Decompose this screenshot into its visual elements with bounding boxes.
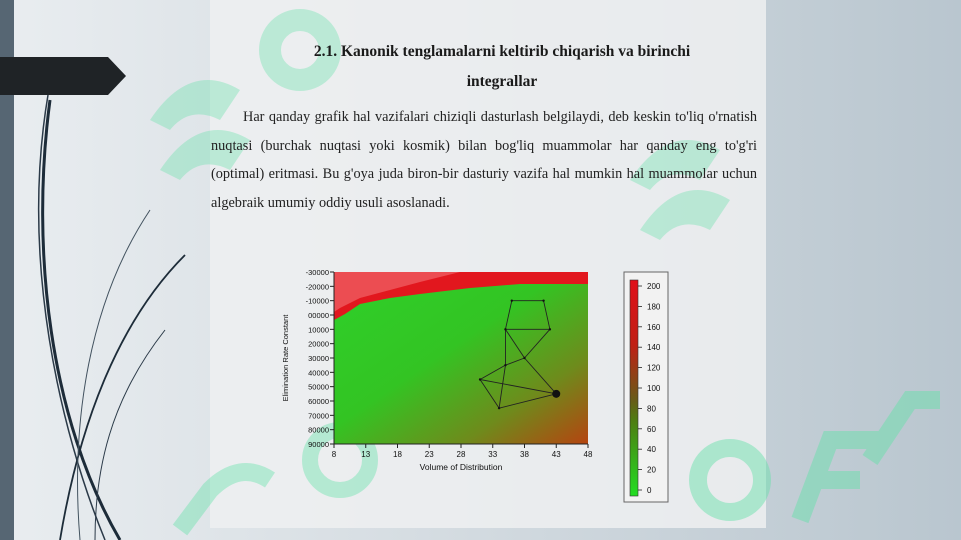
colorbar-tick-label: 160 xyxy=(647,322,661,332)
x-tick-label: 33 xyxy=(488,450,498,459)
colorbar-tick-label: 0 xyxy=(647,486,652,495)
colorbar-tick-label: 200 xyxy=(647,282,661,291)
y-tick-label: 30000 xyxy=(308,354,329,363)
body-paragraph xyxy=(211,103,757,217)
y-tick-label: 00000 xyxy=(308,311,329,320)
overlay-point xyxy=(504,328,506,330)
x-tick-label: 43 xyxy=(551,450,561,459)
y-tick-label: 40000 xyxy=(308,368,329,378)
x-tick-label: 13 xyxy=(361,450,371,459)
overlay-point xyxy=(523,357,525,359)
y-tick-label: -30000 xyxy=(305,268,329,277)
y-tick-label: 50000 xyxy=(308,382,329,392)
y-tick-label: 90000 xyxy=(308,440,329,449)
heading-line-1: 2.1. Kanonik tenglamalarni keltirib chiqarish va birinchi xyxy=(313,43,691,60)
x-tick-label: 23 xyxy=(424,450,434,459)
overlay-point xyxy=(479,378,481,380)
x-tick-label: 8 xyxy=(331,450,337,459)
colorbar-tick-label: 120 xyxy=(647,363,661,373)
y-tick-label: 20000 xyxy=(308,339,329,349)
colorbar-tick-label: 20 xyxy=(647,465,656,475)
overlay-point xyxy=(504,364,506,366)
overlay-point xyxy=(542,299,544,301)
colorbar xyxy=(624,272,668,502)
x-axis xyxy=(332,444,593,459)
heatmap-chart xyxy=(270,262,690,512)
y-tick-label: -10000 xyxy=(305,296,329,306)
y-tick-label: 80000 xyxy=(308,425,329,435)
overlay-point xyxy=(549,328,551,330)
colorbar-tick-label: 60 xyxy=(647,424,656,434)
y-tick-label: 10000 xyxy=(308,325,329,335)
overlay-point xyxy=(498,407,500,409)
x-tick-label: 38 xyxy=(520,450,529,459)
overlay-point xyxy=(511,299,513,301)
y-tick-label: 60000 xyxy=(308,397,329,406)
x-tick-label: 28 xyxy=(456,450,466,459)
colorbar-tick-label: 180 xyxy=(647,302,661,312)
heading-line-2: integrallar xyxy=(466,73,538,90)
plot-area xyxy=(334,272,588,444)
x-axis-label: Volume of Distribution xyxy=(419,462,503,472)
y-axis xyxy=(306,268,334,449)
x-tick-label: 18 xyxy=(393,450,402,459)
title-tab-arrow xyxy=(0,57,126,95)
overlay-point xyxy=(552,390,560,398)
y-axis-label: Elimination Rate Constant xyxy=(281,314,290,402)
colorbar-tick-label: 100 xyxy=(647,384,661,393)
colorbar-tick-label: 140 xyxy=(647,343,661,353)
x-tick-label: 48 xyxy=(583,450,593,459)
section-heading xyxy=(270,37,734,97)
colorbar-tick-label: 80 xyxy=(647,404,656,414)
y-tick-label: 70000 xyxy=(308,411,329,421)
colorbar-tick-label: 40 xyxy=(647,445,656,455)
paragraph-text: Har qanday grafik hal vazifalari chiziqli dasturlash belgilaydi, deb keskin to'liq o'rnatish nuqtasi (burchak nuqtasi yoki kosmik) bilan bog'liq muammolar har qanday eng to'g'ri (optimal) eritmasi. Bu g'oya juda biron-bir dasturiy vazifa hal mumkin hal muammolar uchun algebraik umumiy oddiy usuli asoslanadi. xyxy=(211,109,757,211)
y-tick-label: -20000 xyxy=(305,282,329,292)
